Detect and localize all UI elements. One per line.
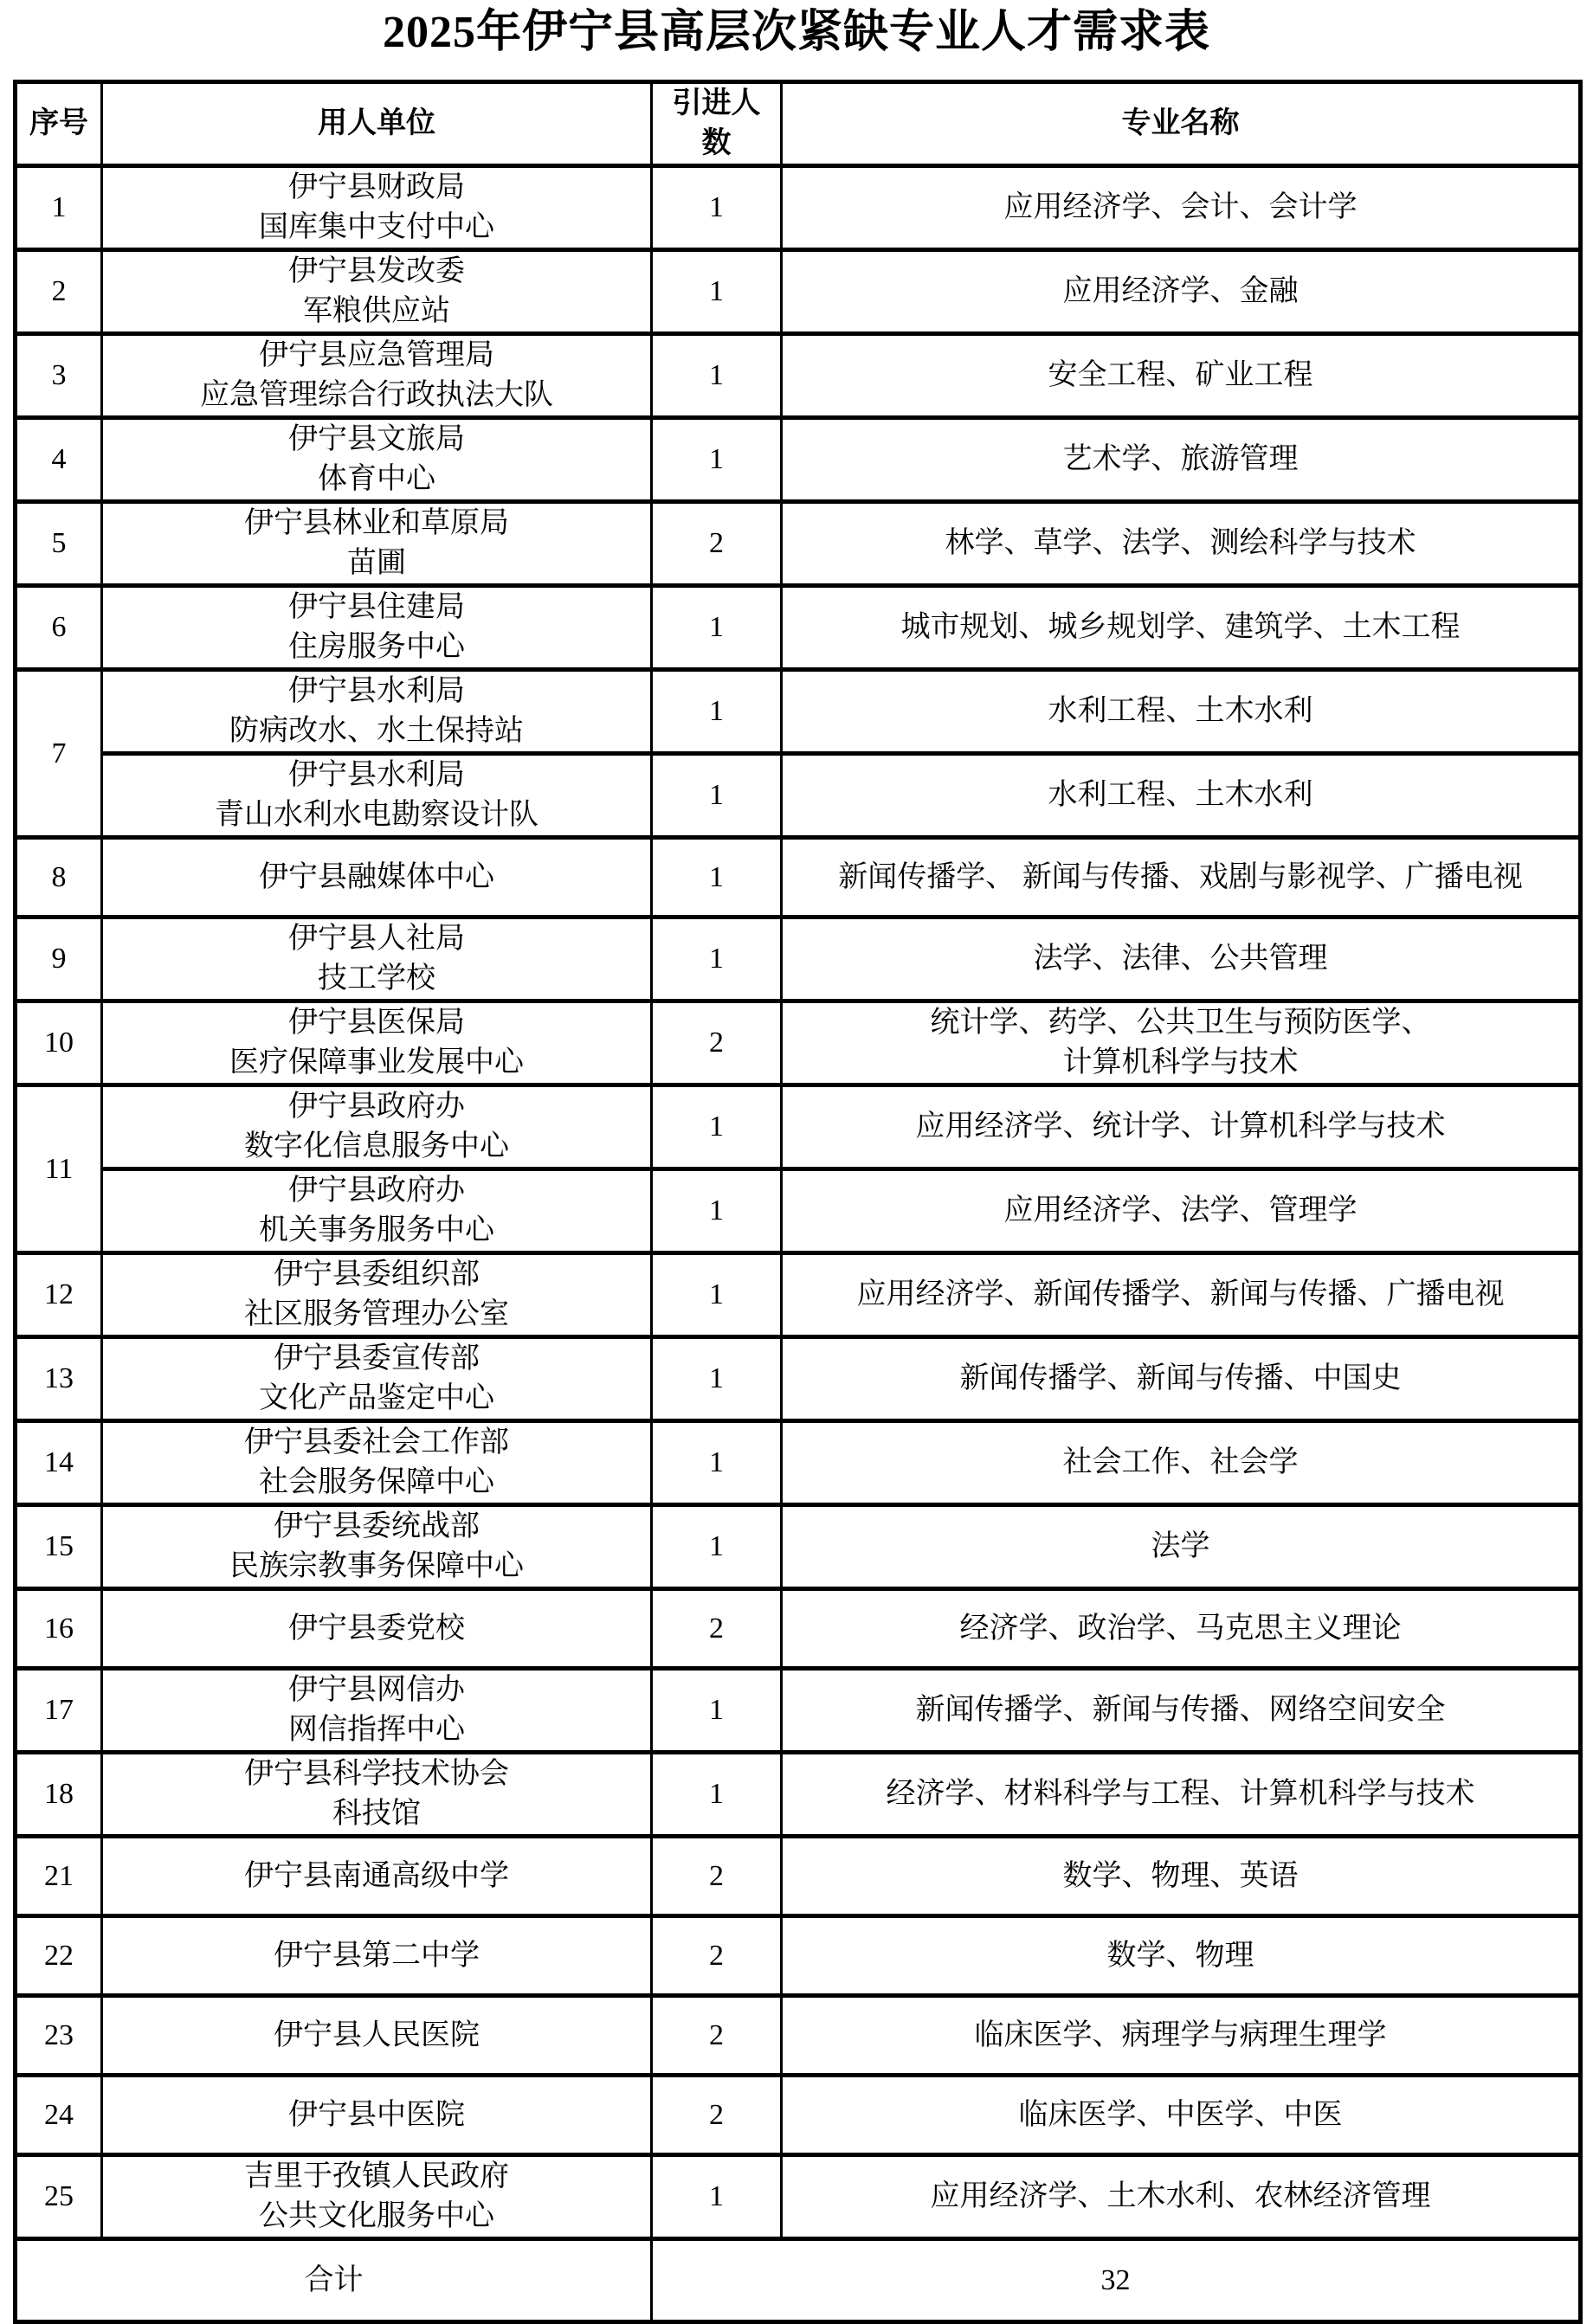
majors-line: 法学 xyxy=(1151,1530,1210,1562)
employer-cell xyxy=(102,838,652,917)
employer-line: 伊宁县人社局 xyxy=(288,923,465,955)
count-cell: 1 xyxy=(652,586,782,670)
majors-line: 应用经济学、新闻传播学、新闻与传播、广播电视 xyxy=(856,1278,1505,1310)
employer-cell xyxy=(102,1421,652,1505)
table-row xyxy=(16,250,1581,334)
majors-line: 应用经济学、法学、管理学 xyxy=(1003,1194,1358,1226)
majors-cell xyxy=(782,670,1581,754)
employer-line: 伊宁县财政局 xyxy=(288,171,465,203)
majors-line: 林学、草学、法学、测绘科学与技术 xyxy=(945,527,1416,559)
count-cell: 1 xyxy=(652,1669,782,1753)
majors-cell xyxy=(782,1337,1581,1421)
employer-line: 社会服务保障中心 xyxy=(259,1466,494,1498)
header-row xyxy=(16,82,1581,166)
majors-cell xyxy=(782,1001,1581,1085)
row-no-cell: 10 xyxy=(16,1001,102,1085)
majors-line: 安全工程、矿业工程 xyxy=(1048,359,1313,391)
employer-line: 伊宁县网信办 xyxy=(288,1674,465,1706)
row-no-cell: 16 xyxy=(16,1589,102,1669)
employer-line: 伊宁县南通高级中学 xyxy=(244,1859,509,1892)
majors-cell xyxy=(782,838,1581,917)
employer-line: 伊宁县委社会工作部 xyxy=(244,1426,509,1458)
employer-line: 伊宁县委组织部 xyxy=(274,1259,480,1291)
employer-cell xyxy=(102,1916,652,1996)
count-cell: 2 xyxy=(652,1837,782,1916)
header-cell-count: 引进人数 xyxy=(652,82,782,166)
table-row xyxy=(16,2155,1581,2239)
employer-line: 社区服务管理办公室 xyxy=(244,1298,509,1330)
table-row xyxy=(16,1589,1581,1669)
majors-line: 应用经济学、土木水利、农林经济管理 xyxy=(930,2180,1431,2212)
table-row xyxy=(16,502,1581,586)
employer-line: 伊宁县水利局 xyxy=(288,675,465,707)
table-row xyxy=(16,1837,1581,1916)
majors-line: 经济学、政治学、马克思主义理论 xyxy=(959,1612,1402,1645)
row-no-cell: 5 xyxy=(16,502,102,586)
employer-cell xyxy=(102,334,652,418)
table-row xyxy=(16,1669,1581,1753)
row-no-cell: 3 xyxy=(16,334,102,418)
majors-line: 经济学、材料科学与工程、计算机科学与技术 xyxy=(886,1778,1475,1810)
total-row xyxy=(16,2239,1581,2322)
table-row xyxy=(16,917,1581,1001)
employer-line: 体育中心 xyxy=(318,463,435,495)
majors-line: 临床医学、中医学、中医 xyxy=(1018,2098,1343,2131)
employer-cell xyxy=(102,1169,652,1253)
majors-cell xyxy=(782,917,1581,1001)
row-no-cell: 23 xyxy=(16,1996,102,2076)
majors-cell xyxy=(782,1421,1581,1505)
employer-line: 机关事务服务中心 xyxy=(259,1214,494,1246)
majors-cell xyxy=(782,1253,1581,1337)
majors-line: 数学、物理、英语 xyxy=(1062,1859,1299,1892)
table-row xyxy=(16,418,1581,502)
row-no-cell: 4 xyxy=(16,418,102,502)
count-cell: 1 xyxy=(652,838,782,917)
count-cell: 2 xyxy=(652,1916,782,1996)
majors-line: 统计学、药学、公共卫生与预防医学、 xyxy=(930,1007,1431,1039)
employer-line: 伊宁县医保局 xyxy=(288,1007,465,1039)
employer-line: 医疗保障事业发展中心 xyxy=(229,1046,524,1078)
header-cell-employer: 用人单位 xyxy=(102,82,652,166)
table-row xyxy=(16,334,1581,418)
count-cell: 1 xyxy=(652,334,782,418)
employer-line: 伊宁县委党校 xyxy=(288,1612,465,1645)
majors-cell xyxy=(782,1505,1581,1589)
majors-line: 应用经济学、统计学、计算机科学与技术 xyxy=(915,1110,1446,1143)
row-no-cell: 21 xyxy=(16,1837,102,1916)
employer-cell xyxy=(102,1505,652,1589)
employer-line: 伊宁县水利局 xyxy=(288,759,465,791)
count-cell: 2 xyxy=(652,1589,782,1669)
majors-line: 水利工程、土木水利 xyxy=(1048,695,1313,727)
majors-line: 法学、法律、公共管理 xyxy=(1033,943,1328,975)
row-no-cell: 18 xyxy=(16,1753,102,1837)
majors-line: 水利工程、土木水利 xyxy=(1048,779,1313,811)
majors-line: 城市规划、城乡规划学、建筑学、土木工程 xyxy=(900,611,1461,643)
employer-line: 伊宁县人民医院 xyxy=(274,2018,480,2051)
count-cell: 2 xyxy=(652,1996,782,2076)
employer-cell xyxy=(102,418,652,502)
table-row xyxy=(16,670,1581,754)
row-no-cell: 13 xyxy=(16,1337,102,1421)
employer-line: 技工学校 xyxy=(318,962,435,995)
majors-line: 新闻传播学、 新闻与传播、戏剧与影视学、广播电视 xyxy=(838,860,1523,893)
employer-line: 伊宁县政府办 xyxy=(288,1091,465,1123)
total-value-cell: 32 xyxy=(652,2239,1581,2322)
table-row xyxy=(16,1337,1581,1421)
count-cell: 1 xyxy=(652,1421,782,1505)
employer-line: 伊宁县政府办 xyxy=(288,1175,465,1207)
row-no-cell: 15 xyxy=(16,1505,102,1589)
row-no-cell: 6 xyxy=(16,586,102,670)
majors-cell xyxy=(782,1085,1581,1169)
employer-line: 青山水利水电勘察设计队 xyxy=(215,799,539,831)
employer-cell xyxy=(102,2155,652,2239)
employer-cell xyxy=(102,1669,652,1753)
employer-line: 苗圃 xyxy=(347,547,406,579)
majors-cell xyxy=(782,1996,1581,2076)
majors-cell xyxy=(782,1169,1581,1253)
row-no-cell: 8 xyxy=(16,838,102,917)
count-cell: 1 xyxy=(652,1337,782,1421)
total-label-cell: 合计 xyxy=(16,2239,652,2322)
employer-cell xyxy=(102,1001,652,1085)
employer-line: 科技馆 xyxy=(332,1798,421,1830)
count-cell: 1 xyxy=(652,1085,782,1169)
row-no-cell: 24 xyxy=(16,2076,102,2155)
employer-line: 国库集中支付中心 xyxy=(259,211,494,243)
employer-line: 伊宁县应急管理局 xyxy=(259,339,494,371)
employer-cell xyxy=(102,1337,652,1421)
employer-line: 伊宁县委宣传部 xyxy=(274,1342,480,1374)
row-no-cell: 22 xyxy=(16,1916,102,1996)
header-cell-majors: 专业名称 xyxy=(782,82,1581,166)
table-row xyxy=(16,2076,1581,2155)
employer-cell xyxy=(102,586,652,670)
row-no-cell: 2 xyxy=(16,250,102,334)
count-cell: 1 xyxy=(652,1253,782,1337)
majors-cell xyxy=(782,586,1581,670)
row-no-cell: 17 xyxy=(16,1669,102,1753)
count-cell: 1 xyxy=(652,754,782,838)
employer-line: 防病改水、水土保持站 xyxy=(229,715,524,747)
majors-cell xyxy=(782,2076,1581,2155)
majors-line: 新闻传播学、新闻与传播、网络空间安全 xyxy=(915,1694,1446,1726)
count-cell: 1 xyxy=(652,2155,782,2239)
count-cell: 1 xyxy=(652,250,782,334)
employer-line: 民族宗教事务保障中心 xyxy=(229,1550,524,1582)
employer-cell xyxy=(102,1996,652,2076)
majors-cell xyxy=(782,334,1581,418)
count-cell: 2 xyxy=(652,502,782,586)
employer-line: 网信指挥中心 xyxy=(288,1714,465,1746)
employer-line: 伊宁县第二中学 xyxy=(274,1939,480,1972)
row-no-cell: 9 xyxy=(16,917,102,1001)
majors-cell xyxy=(782,1837,1581,1916)
employer-line: 住房服务中心 xyxy=(288,631,465,663)
employer-cell xyxy=(102,670,652,754)
majors-line: 社会工作、社会学 xyxy=(1062,1446,1299,1478)
page-title: 2025年伊宁县高层次紧缺专业人才需求表 xyxy=(382,8,1210,57)
row-no-cell: 12 xyxy=(16,1253,102,1337)
employer-cell xyxy=(102,250,652,334)
table-row xyxy=(16,754,1581,838)
table-row xyxy=(16,1505,1581,1589)
employer-cell xyxy=(102,502,652,586)
employer-cell xyxy=(102,1837,652,1916)
majors-cell xyxy=(782,166,1581,250)
row-no-cell: 11 xyxy=(16,1085,102,1253)
row-no-cell: 14 xyxy=(16,1421,102,1505)
table-row xyxy=(16,1169,1581,1253)
header-cell-no: 序号 xyxy=(16,82,102,166)
table-row xyxy=(16,1253,1581,1337)
table-row xyxy=(16,1753,1581,1837)
count-cell: 2 xyxy=(652,2076,782,2155)
majors-cell xyxy=(782,1589,1581,1669)
count-cell: 1 xyxy=(652,166,782,250)
majors-line: 应用经济学、会计、会计学 xyxy=(1003,191,1358,223)
majors-cell xyxy=(782,1916,1581,1996)
employer-cell xyxy=(102,1085,652,1169)
employer-cell xyxy=(102,166,652,250)
count-cell: 1 xyxy=(652,917,782,1001)
count-cell: 1 xyxy=(652,1753,782,1837)
majors-cell xyxy=(782,1753,1581,1837)
table-row xyxy=(16,838,1581,917)
employer-line: 军粮供应站 xyxy=(303,295,450,327)
employer-line: 伊宁县文旅局 xyxy=(288,423,465,455)
employer-cell xyxy=(102,917,652,1001)
employer-cell xyxy=(102,1753,652,1837)
table-row xyxy=(16,586,1581,670)
majors-line: 临床医学、病理学与病理生理学 xyxy=(974,2018,1387,2051)
table-row xyxy=(16,1001,1581,1085)
employer-line: 伊宁县科学技术协会 xyxy=(244,1758,509,1790)
majors-cell xyxy=(782,250,1581,334)
majors-cell xyxy=(782,418,1581,502)
table-row xyxy=(16,1421,1581,1505)
employer-line: 伊宁县中医院 xyxy=(288,2098,465,2131)
employer-line: 吉里于孜镇人民政府 xyxy=(244,2160,509,2192)
employer-line: 伊宁县林业和草原局 xyxy=(244,507,509,539)
majors-cell xyxy=(782,1669,1581,1753)
table-row xyxy=(16,1996,1581,2076)
majors-cell xyxy=(782,502,1581,586)
employer-line: 伊宁县融媒体中心 xyxy=(259,860,494,893)
majors-line: 新闻传播学、新闻与传播、中国史 xyxy=(959,1362,1402,1394)
majors-line: 计算机科学与技术 xyxy=(1062,1046,1299,1078)
employer-line: 应急管理综合行政执法大队 xyxy=(200,379,553,411)
majors-cell xyxy=(782,2155,1581,2239)
employer-line: 公共文化服务中心 xyxy=(259,2200,494,2232)
row-no-cell: 1 xyxy=(16,166,102,250)
majors-line: 艺术学、旅游管理 xyxy=(1062,443,1299,475)
employer-cell xyxy=(102,1589,652,1669)
employer-cell xyxy=(102,754,652,838)
row-no-cell: 25 xyxy=(16,2155,102,2239)
majors-line: 应用经济学、金融 xyxy=(1062,275,1299,307)
talent-demand-table xyxy=(13,80,1583,2324)
employer-line: 数字化信息服务中心 xyxy=(244,1130,509,1162)
majors-line: 数学、物理 xyxy=(1106,1939,1254,1972)
count-cell: 1 xyxy=(652,1169,782,1253)
table-row xyxy=(16,1916,1581,1996)
employer-line: 伊宁县住建局 xyxy=(288,591,465,623)
employer-line: 伊宁县发改委 xyxy=(288,255,465,287)
majors-cell xyxy=(782,754,1581,838)
count-cell: 1 xyxy=(652,1505,782,1589)
employer-line: 文化产品鉴定中心 xyxy=(259,1382,494,1414)
count-cell: 2 xyxy=(652,1001,782,1085)
table-row xyxy=(16,166,1581,250)
employer-line: 伊宁县委统战部 xyxy=(274,1510,480,1542)
count-cell: 1 xyxy=(652,670,782,754)
count-cell: 1 xyxy=(652,418,782,502)
row-no-cell: 7 xyxy=(16,670,102,838)
employer-cell xyxy=(102,1253,652,1337)
table-row xyxy=(16,1085,1581,1169)
employer-cell xyxy=(102,2076,652,2155)
